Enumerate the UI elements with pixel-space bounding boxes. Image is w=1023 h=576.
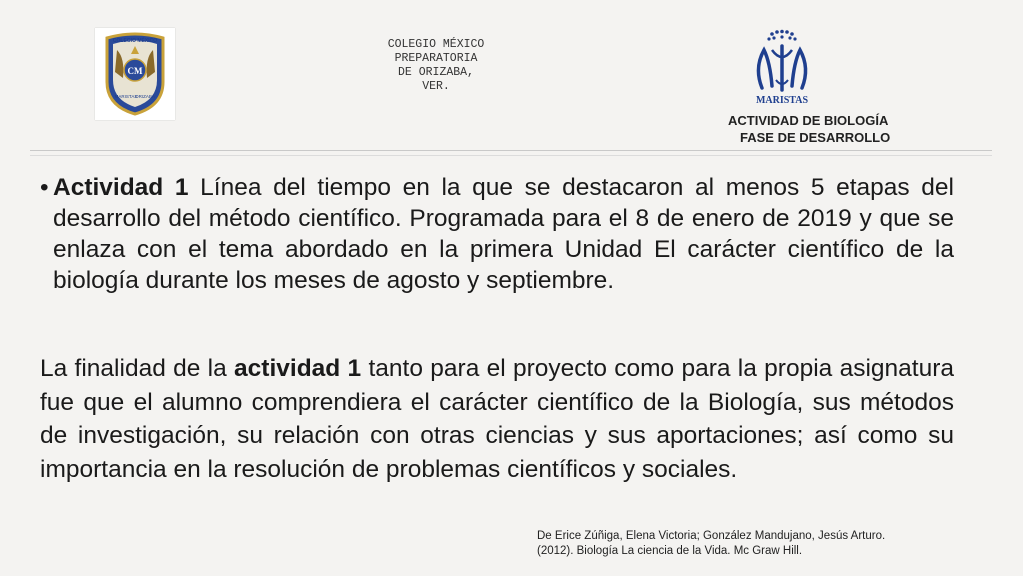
bullet-bold-text: Actividad 1	[53, 174, 189, 201]
colegio-mexico-crest-icon	[95, 28, 175, 120]
crest-bottom-lettering-left: MARISTAS	[114, 94, 138, 99]
citation	[537, 529, 907, 559]
para-text-after: tanto para el proyecto como para la propia asignatura fue que el alumno comprendiera el carácter científico de la Biología, sus métodos de investigación, su relación con otras ciencias y sus aportaciones; así como su importancia en la resolución de problemas científicos y sociales.	[40, 355, 954, 483]
crest-bottom-lettering-right: ORIZABA	[135, 94, 155, 99]
header-divider	[30, 150, 992, 156]
maristas-lettering: MARISTAS	[755, 95, 809, 106]
school-name-line: COLEGIO MÉXICO	[387, 38, 485, 51]
para-bold-text: actividad 1	[234, 355, 362, 382]
bullet-item	[40, 172, 954, 296]
bullet-text: Línea del tiempo en la que se destacaron al menos 5 etapas del desarrollo del método científico. Programada para el 8 de enero de 2019 y que se enlaza con el tema abordado en la primera Unidad El carácter científico de la biología durante los meses de agosto y septiembre.	[53, 174, 954, 294]
activity-title-line2: FASE DE DESARROLLO	[740, 130, 891, 145]
maristas-monogram-icon	[742, 28, 822, 108]
activity-title-line1: ACTIVIDAD DE BIOLOGÍA	[728, 113, 889, 128]
purpose-paragraph	[40, 352, 954, 486]
school-name-line: DE ORIZABA,	[398, 66, 474, 79]
citation-line2: (2012). Biología La ciencia de la Vida. Mc Graw Hill.	[537, 545, 803, 557]
school-name	[380, 38, 492, 94]
bullet-marker: •	[40, 174, 49, 201]
para-text-before: La finalidad de la	[40, 355, 235, 382]
crest-monogram: CM	[127, 66, 143, 76]
school-name-line: PREPARATORIA	[394, 52, 478, 65]
school-name-line: VER.	[422, 80, 450, 93]
bullet-content	[53, 172, 954, 296]
activity-title	[728, 112, 928, 146]
citation-line1: De Erice Zúñiga, Elena Victoria; González Mandujano, Jesús Arturo.	[537, 530, 886, 542]
crest-top-lettering: COLEGIO MÉXICO	[112, 38, 158, 44]
